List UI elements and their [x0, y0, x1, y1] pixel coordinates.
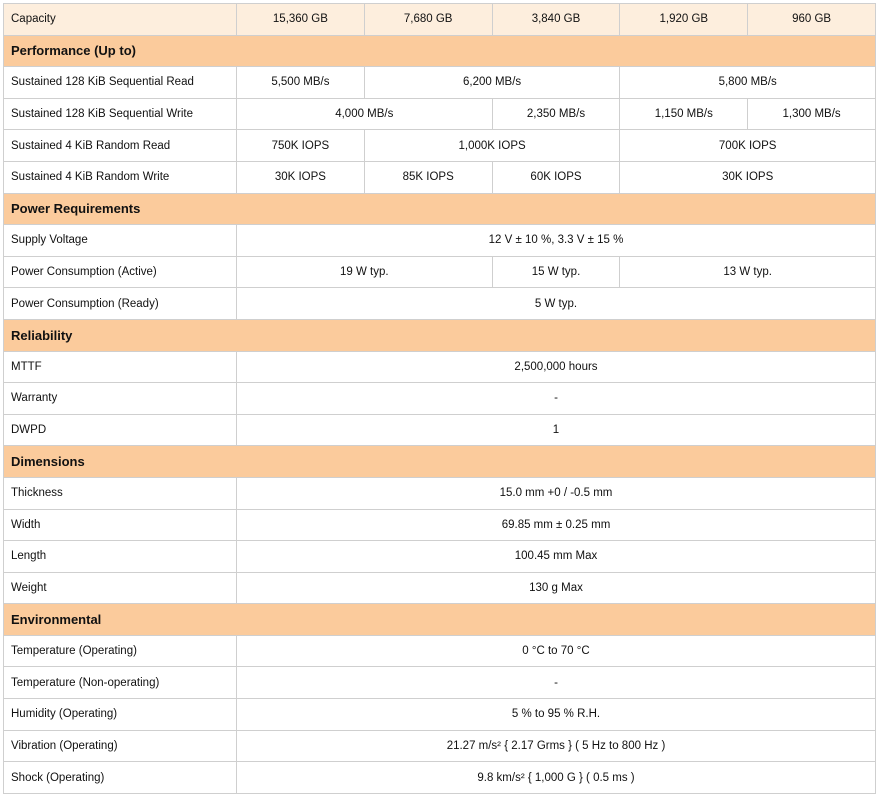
row-value: 12 V ± 10 %, 3.3 V ± 15 %: [237, 225, 876, 257]
table-row: [4, 635, 876, 667]
row-value: 1,150 MB/s: [620, 98, 748, 130]
row-value: 30K IOPS: [237, 161, 365, 193]
row-value: 2,350 MB/s: [492, 98, 620, 130]
row-value: 6,200 MB/s: [364, 67, 620, 99]
row-value: 700K IOPS: [620, 130, 876, 162]
row-label: Shock (Operating): [4, 762, 237, 794]
section-title: Performance (Up to): [4, 35, 876, 67]
row-value: 85K IOPS: [364, 161, 492, 193]
row-label: Power Consumption (Ready): [4, 288, 237, 320]
section-header-performance: [4, 35, 876, 67]
row-value: -: [237, 667, 876, 699]
capacity-value: 7,680 GB: [364, 4, 492, 36]
row-label: Power Consumption (Active): [4, 256, 237, 288]
row-value: 4,000 MB/s: [237, 98, 493, 130]
section-header-environmental: [4, 604, 876, 636]
row-label: Thickness: [4, 477, 237, 509]
table-row: [4, 288, 876, 320]
row-label: Sustained 128 KiB Sequential Read: [4, 67, 237, 99]
row-label: MTTF: [4, 351, 237, 383]
table-row: [4, 130, 876, 162]
row-value: 30K IOPS: [620, 161, 876, 193]
row-label: Length: [4, 541, 237, 573]
row-label: Temperature (Operating): [4, 635, 237, 667]
table-row: [4, 225, 876, 257]
table-row: [4, 351, 876, 383]
row-label: Sustained 4 KiB Random Write: [4, 161, 237, 193]
section-header-reliability: [4, 319, 876, 351]
table-row: [4, 67, 876, 99]
capacity-row: [4, 4, 876, 36]
row-value: 1,000K IOPS: [364, 130, 620, 162]
table-row: [4, 98, 876, 130]
row-label: Temperature (Non-operating): [4, 667, 237, 699]
row-value: 100.45 mm Max: [237, 541, 876, 573]
row-label: Supply Voltage: [4, 225, 237, 257]
row-label: DWPD: [4, 414, 237, 446]
row-value: -: [237, 383, 876, 415]
section-header-dimensions: [4, 446, 876, 478]
table-row: [4, 541, 876, 573]
table-row: [4, 730, 876, 762]
row-value: 5,800 MB/s: [620, 67, 876, 99]
capacity-value: 960 GB: [748, 4, 876, 36]
row-label: Humidity (Operating): [4, 699, 237, 731]
row-value: 130 g Max: [237, 572, 876, 604]
row-value: 19 W typ.: [237, 256, 493, 288]
spec-table: [3, 3, 876, 794]
capacity-label: Capacity: [4, 4, 237, 36]
section-title: Environmental: [4, 604, 876, 636]
table-row: [4, 572, 876, 604]
table-row: [4, 256, 876, 288]
table-row: [4, 667, 876, 699]
row-value: 2,500,000 hours: [237, 351, 876, 383]
row-label: Warranty: [4, 383, 237, 415]
row-value: 21.27 m/s² { 2.17 Grms } ( 5 Hz to 800 Hz ): [237, 730, 876, 762]
row-label: Sustained 128 KiB Sequential Write: [4, 98, 237, 130]
section-title: Power Requirements: [4, 193, 876, 225]
row-value: 750K IOPS: [237, 130, 365, 162]
row-value: 60K IOPS: [492, 161, 620, 193]
row-label: Weight: [4, 572, 237, 604]
row-value: 0 °C to 70 °C: [237, 635, 876, 667]
row-label: Width: [4, 509, 237, 541]
row-value: 13 W typ.: [620, 256, 876, 288]
row-value: 15.0 mm +0 / -0.5 mm: [237, 477, 876, 509]
table-row: [4, 477, 876, 509]
section-title: Dimensions: [4, 446, 876, 478]
section-title: Reliability: [4, 319, 876, 351]
row-label: Vibration (Operating): [4, 730, 237, 762]
capacity-value: 1,920 GB: [620, 4, 748, 36]
table-row: [4, 509, 876, 541]
table-row: [4, 762, 876, 794]
row-value: 5 W typ.: [237, 288, 876, 320]
row-value: 9.8 km/s² { 1,000 G } ( 0.5 ms ): [237, 762, 876, 794]
row-value: 69.85 mm ± 0.25 mm: [237, 509, 876, 541]
table-row: [4, 414, 876, 446]
row-value: 5,500 MB/s: [237, 67, 365, 99]
table-row: [4, 161, 876, 193]
row-value: 1: [237, 414, 876, 446]
row-label: Sustained 4 KiB Random Read: [4, 130, 237, 162]
table-row: [4, 383, 876, 415]
row-value: 15 W typ.: [492, 256, 620, 288]
capacity-value: 15,360 GB: [237, 4, 365, 36]
row-value: 5 % to 95 % R.H.: [237, 699, 876, 731]
row-value: 1,300 MB/s: [748, 98, 876, 130]
capacity-value: 3,840 GB: [492, 4, 620, 36]
section-header-power: [4, 193, 876, 225]
table-row: [4, 699, 876, 731]
